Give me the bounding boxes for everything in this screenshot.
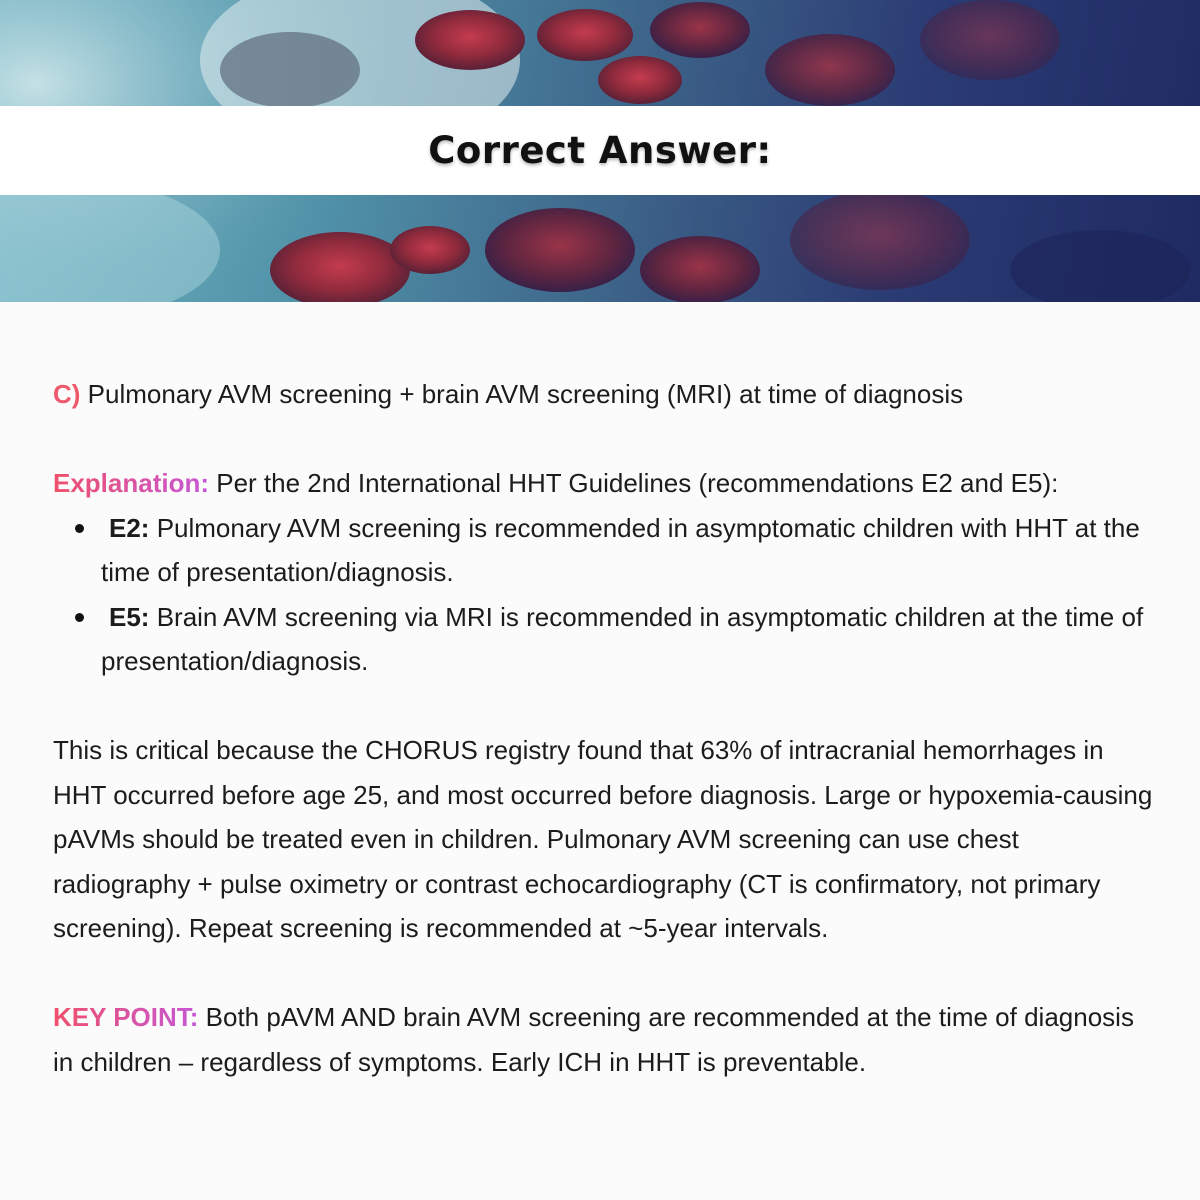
explanation-label: Explanation: — [53, 468, 210, 498]
explanation-intro-text: Per the 2nd International HHT Guidelines (recommendations E2 and E5): — [209, 468, 1059, 498]
answer-text: Pulmonary AVM screening + brain AVM screening (MRI) at time of diagnosis — [80, 379, 964, 409]
key-point — [53, 995, 1153, 1084]
recommendation-text: Brain AVM screening via MRI is recommended in asymptomatic children at the time of presentation/diagnosis. — [101, 601, 1144, 676]
explanation-intro — [53, 461, 1153, 506]
title-banner — [0, 106, 1200, 195]
answer-letter: C) — [53, 379, 81, 409]
list-item — [53, 506, 1153, 595]
bullet-dot-icon — [75, 613, 84, 622]
key-point-label: KEY POINT: — [53, 1002, 199, 1032]
detail-paragraph: This is critical because the CHORUS registry found that 63% of intracranial hemorrhages in HHT occurred before age 25, and most occurred before diagnosis. Large or hypoxemia-causing pAVMs should be treated even in children. Pulmonary AVM screening can use chest radiography + pulse oximetry or contrast echocardiography (CT is confirmatory, not primary screening). Repeat screening is recommended at ~5-year intervals. — [53, 735, 1153, 943]
correct-answer-line — [53, 372, 1153, 417]
spacer — [53, 684, 1153, 729]
page-title: Correct Answer: — [428, 129, 772, 172]
key-point-text: Both pAVM AND brain AVM screening are recommended at the time of diagnosis in children – regardless of symptoms. Early ICH in HHT is preventable. — [53, 1002, 1134, 1077]
recommendation-code: E2: — [109, 512, 150, 543]
list-item — [53, 595, 1153, 684]
recommendation-list — [53, 506, 1153, 684]
spacer — [53, 417, 1153, 462]
spacer — [53, 951, 1153, 996]
answer-content — [53, 372, 1153, 1084]
bullet-dot-icon — [75, 524, 84, 533]
recommendation-code: E5: — [109, 601, 150, 632]
recommendation-text: Pulmonary AVM screening is recommended in asymptomatic children with HHT at the time of presentation/diagnosis. — [101, 512, 1140, 587]
